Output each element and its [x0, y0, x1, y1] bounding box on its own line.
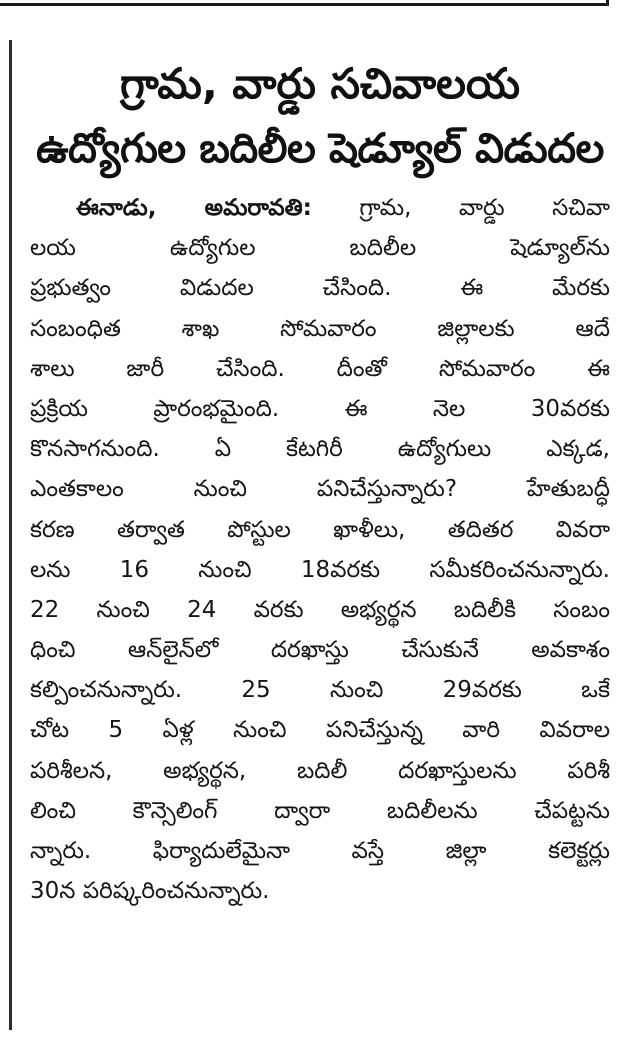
- body-line: ప్రక్రియ ప్రారంభమైంది. ఈ నెల 30వరకు: [30, 395, 610, 422]
- body-line: లించి కౌన్సెలింగ్ ద్వారా బదిలీలను చేపట్టను: [30, 797, 610, 824]
- body-line: లను 16 నుంచి 18వరకు సమీకరించనున్నారు.: [30, 556, 610, 583]
- article-headline: [30, 52, 610, 180]
- dateline: ఈనాడు, అమరావతి:: [76, 195, 312, 221]
- column-divider-rule: [9, 40, 12, 1030]
- body-line: లయ ఉద్యోగుల బదిలీల షెడ్యూల్‌ను: [30, 235, 610, 262]
- body-line: [30, 188, 610, 228]
- body-line: శాలు జారీ చేసింది. దీంతో సోమవారం ఈ: [30, 355, 610, 382]
- body-line: ధించి ఆన్‌లైన్‌లో దరఖాస్తు చేసుకునే అవకాశం: [30, 637, 610, 664]
- top-border-rule: [0, 0, 609, 6]
- body-line: కొనసాగనుంది. ఏ కేటగిరీ ఉద్యోగులు ఎక్కడ,: [30, 436, 610, 463]
- body-line: చోట 5 ఏళ్ల నుంచి పనిచేస్తున్న వారి వివరాల: [30, 717, 610, 744]
- body-line: ప్రభుత్వం విడుదల చేసింది. ఈ మేరకు: [30, 275, 610, 302]
- body-line: కరణ తర్వాత పోస్టుల ఖాళీలు, తదితర వివరా: [30, 516, 610, 543]
- body-line: సంబంధిత శాఖ సోమవారం జిల్లాలకు ఆదే: [30, 315, 610, 342]
- body-line: ఎంతకాలం నుంచి పనిచేస్తున్నారు? హేతుబద్ధీ: [30, 476, 610, 503]
- body-line: న్నారు. ఫిర్యాదులేమైనా వస్తే జిల్లా కలెక్టర్లు: [30, 838, 610, 864]
- headline-line-1: గ్రామ, వార్డు సచివాలయ: [120, 59, 520, 108]
- news-article: [30, 52, 610, 911]
- headline-line-2: ఉద్యోగుల బదిలీల షెడ్యూల్ విడుదల: [36, 124, 604, 172]
- body-line-text: గ్రామ, వార్డు సచివా: [359, 195, 611, 221]
- body-line: 22 నుంచి 24 వరకు అభ్యర్థన బదిలీకి సంబం: [30, 596, 610, 623]
- body-line: 30న పరిష్కరించనున్నారు.: [30, 878, 270, 905]
- body-line: పరిశీలన, అభ్యర్థన, బదిలీ దరఖాస్తులను పరిశీ: [30, 757, 610, 784]
- article-body: [30, 188, 610, 911]
- body-line: కల్పించనున్నారు. 25 నుంచి 29వరకు ఒకే: [30, 677, 610, 704]
